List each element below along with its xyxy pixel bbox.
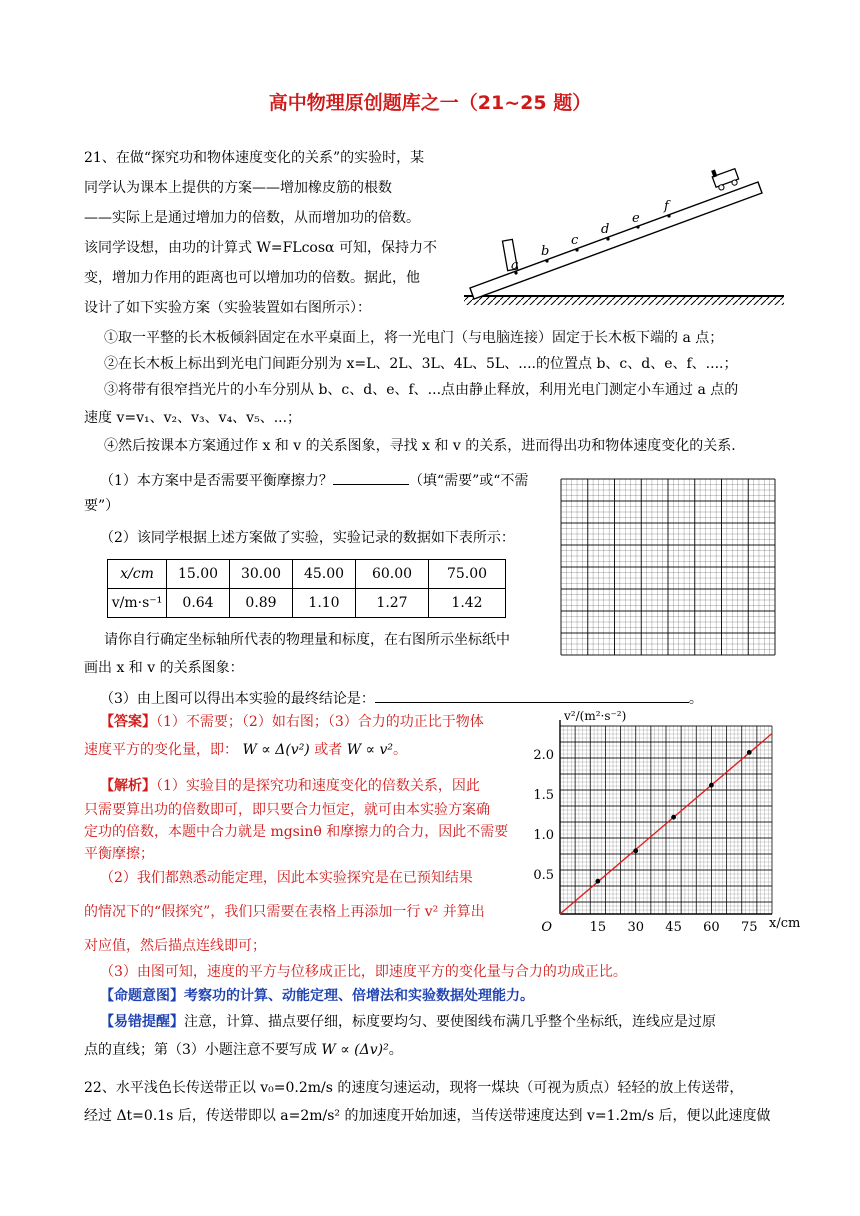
table-cell: 1.27	[356, 589, 429, 618]
point-label-b: b	[541, 244, 550, 259]
data-point	[633, 848, 638, 853]
data-point	[747, 750, 752, 755]
table-cell: 60.00	[356, 560, 429, 589]
table-cell: 1.42	[429, 589, 506, 618]
warning-line	[100, 1012, 716, 1032]
table-row	[108, 560, 506, 589]
part1-answer-blank[interactable]	[333, 470, 409, 485]
x-axis-label: x/cm	[769, 916, 801, 931]
q21-step: ①取一平整的长木板倾斜固定在水平桌面上，将一光电门（与电脑连接）固定于长木板下端的 a 点；	[104, 330, 724, 346]
y-tick-label: 2.0	[533, 748, 554, 763]
table-cell: 75.00	[429, 560, 506, 589]
table-cell: 0.64	[167, 589, 230, 618]
point-label-a: a	[511, 258, 519, 273]
q21-step: ②在长木板上标出到光电门间距分别为 x=L、2L、3L、4L、5L、....的位置点 b、c、d、e、f、....；	[104, 356, 738, 372]
x-tick-label: 45	[665, 920, 682, 934]
answer-line-2	[84, 740, 407, 760]
analysis-line: 的情况下的“假探究”，我们只需要在表格上再添加一行 v² 并算出	[84, 904, 485, 920]
part3-question: （3）由上图可以得出本实验的最终结论是：	[100, 691, 375, 707]
q21-step: 速度 v=v₁、v₂、v₃、v₄、v₅、...；	[84, 410, 302, 426]
answer-text: 速度平方的变化量，即：	[84, 742, 238, 758]
intent-text: 考察功的计算、动能定理、倍增法和实验数据处理能力。	[184, 988, 534, 1004]
formula: W ∝ (Δv)²	[321, 1042, 389, 1058]
answer-text: （1）不需要；（2）如右图；（3）合力的功正比于物体	[156, 714, 484, 730]
warning-label: 【易错提醒】	[100, 1014, 184, 1030]
table-cell: 0.89	[230, 589, 293, 618]
point-label-e: e	[632, 211, 640, 226]
q21-step: ④然后按课本方案通过作 x 和 v 的关系图象，寻找 x 和 v 的关系，进而得出功和物体速度变化的关系.	[104, 438, 736, 454]
table-cell: 45.00	[293, 560, 356, 589]
warning-text: 注意，计算、描点要仔细，标度要均匀、要使图线布满几乎整个坐标纸，连线应是过原	[184, 1014, 716, 1030]
analysis-line: 定功的倍数，本题中合力就是 mgsinθ 和摩擦力的合力，因此不需要	[84, 824, 509, 840]
analysis-text: （1）实验目的是探究功和速度变化的倍数关系，因此	[156, 778, 480, 794]
intent-line	[100, 986, 534, 1006]
q21-part2-after: 画出 x 和 v 的关系图象：	[84, 660, 244, 676]
q21-step: ③将带有很窄挡光片的小车分别从 b、c、d、e、f、...点由静止释放，利用光电门测定小车通过 a 点的	[104, 382, 739, 398]
part3-answer-blank[interactable]	[375, 688, 689, 703]
warning-end: 。	[388, 1042, 403, 1058]
q21-intro-line: 21、在做“探究功和物体速度变化的关系”的实验时，某	[84, 150, 425, 166]
warning-line-2	[84, 1040, 403, 1060]
answer-text: 或者	[314, 742, 343, 758]
q22-line: 22、水平浅色长传送带正以 v₀=0.2m/s 的速度匀速运动，现将一煤块（可视为质点）轻轻的放上传送带，	[84, 1080, 744, 1096]
row-label-v: v/m·s⁻¹	[108, 589, 167, 618]
part1-question: （1）本方案中是否需要平衡摩擦力？	[100, 473, 333, 489]
table-cell: 1.10	[293, 589, 356, 618]
answer-label: 【答案】	[100, 714, 156, 730]
part1-tail: （填“需要”或“不需	[408, 473, 529, 489]
analysis-line	[100, 776, 480, 796]
table-row	[108, 589, 506, 618]
q21-part1-tail: 要”）	[84, 498, 120, 514]
q21-part1	[100, 470, 528, 491]
point-label-f: f	[664, 199, 669, 214]
point-label-d: d	[601, 222, 610, 237]
q21-intro-line: ——实际上是通过增加力的倍数，从而增加功的倍数。	[84, 210, 420, 226]
warning-text: 点的直线；第（3）小题注意不要写成	[84, 1042, 317, 1058]
q21-part2: （2）该同学根据上述方案做了实验，实验记录的数据如下表所示：	[100, 530, 515, 546]
analysis-line: 对应值，然后描点连线即可；	[84, 938, 266, 954]
q21-intro-line: 同学认为课本上提供的方案——增加橡皮筋的根数	[84, 180, 392, 196]
table-cell: 30.00	[230, 560, 293, 589]
origin-label: O	[541, 920, 552, 934]
formula: W ∝ Δ(v²)	[242, 742, 310, 758]
analysis-line: （3）由图可知，速度的平方与位移成正比，即速度平方的变化量与合力的功成正比。	[100, 964, 627, 980]
data-point	[595, 879, 600, 884]
x-tick-label: 15	[589, 920, 607, 934]
y-tick-label: 1.5	[533, 788, 554, 803]
data-point	[709, 783, 714, 788]
data-point	[671, 815, 676, 820]
y-tick-label: 1.0	[533, 828, 554, 843]
long-board	[470, 182, 762, 299]
point-label-c: c	[571, 233, 579, 248]
x-tick-label: 30	[627, 920, 644, 934]
x-tick-label: 75	[741, 920, 758, 934]
incline-apparatus-diagram	[458, 160, 788, 310]
y-axis-label: v²/(m²·s⁻²)	[564, 709, 627, 723]
cart	[710, 163, 740, 192]
analysis-line: （2）我们都熟悉动能定理，因此本实验探究是在已预知结果	[100, 870, 473, 886]
analysis-line: 平衡摩擦；	[84, 846, 154, 862]
q22-line: 经过 Δt=0.1s 后，传送带即以 a=2m/s² 的加速度开始加速，当传送带速度达到 v=1.2m/s 后，便以此速度做	[84, 1108, 771, 1124]
analysis-label: 【解析】	[100, 778, 156, 794]
table-cell: 15.00	[167, 560, 230, 589]
q21-part2-after: 请你自行确定坐标轴所代表的物理量和标度，在右图所示坐标纸中	[104, 632, 510, 648]
y-tick-label: 0.5	[533, 868, 554, 883]
part3-end: 。	[688, 691, 703, 707]
page-title: 高中物理原创题库之一（21~25 题）	[268, 92, 592, 114]
q21-intro-line: 该同学设想，由功的计算式 W=FLcosα 可知，保持力不	[84, 240, 437, 256]
q21-intro-line: 变，增加力作用的距离也可以增加功的倍数。据此，他	[84, 270, 420, 286]
answer-end: 。	[392, 742, 407, 758]
blank-graph-paper[interactable]	[560, 478, 776, 656]
ground-hatching	[464, 297, 784, 305]
analysis-line: 只需要算出功的倍数即可，即只要合力恒定，就可由本实验方案确	[84, 802, 490, 818]
data-table	[107, 559, 506, 618]
answer-chart	[530, 706, 802, 934]
row-label-x: x/cm	[108, 560, 167, 589]
answer-line	[100, 712, 484, 732]
formula: W ∝ v²	[346, 742, 393, 758]
intent-label: 【命题意图】	[100, 988, 184, 1004]
x-tick-label: 60	[703, 920, 720, 934]
q21-intro-line: 设计了如下实验方案（实验装置如右图所示）：	[84, 300, 371, 316]
